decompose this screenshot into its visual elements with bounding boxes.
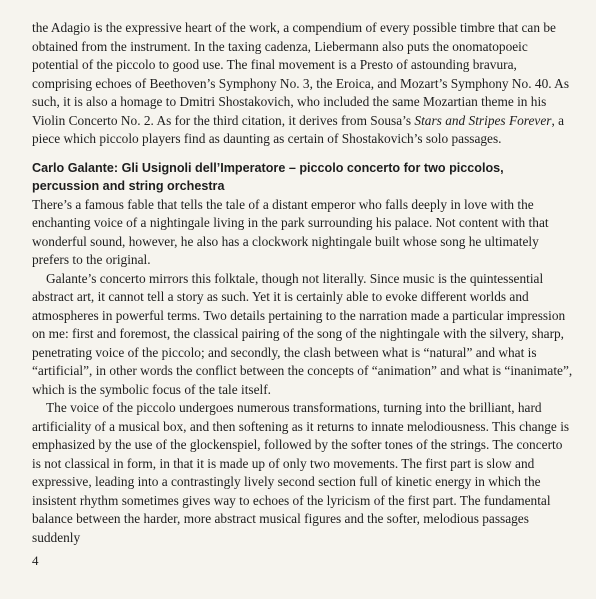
- page-number: 4: [32, 553, 39, 568]
- document-page: [32, 19, 574, 547]
- section-heading: Carlo Galante: Gli Usignoli dell’Imperatore – piccolo concerto for two piccolos, percussion and string orchestra: [32, 160, 504, 193]
- body-paragraph-folktale: Galante’s concerto mirrors this folktale, though not literally. Since music is the quintessential abstract art, it cannot tell a story as such. Yet it is certainly able to evoke different worlds and atmospheres in powerful terms. Two details pertaining to the narration made a particular impression on me: first and foremost, the classical pairing of the song of the nightingale with the silvery, sharp, penetrating voice of the piccolo; and secondly, the clash between what is “natural” and what is “artificial”, in other words the conflict between the concepts of “animation” and what is “inanimate”, which is the symbolic focus of the tale itself.: [32, 270, 573, 397]
- paragraph-text: the Adagio is the expressive heart of the work, a compendium of every possible timbre that can be obtained from the instrument. In the taxing cadenza, Liebermann also puts the onomatopoeic potential of the piccolo to good use. The final movement is a Presto of astounding bravura, comprising echoes of Beethoven’s Symphony No. 3, the Eroica, and Mozart’s Symphony No. 40. As such, it is also a homage to Dmitri Shostakovich, who included the same Mozartian theme in his Violin Concerto No. 2. As for the third citation, it derives from Sousa’s: [32, 20, 570, 128]
- body-paragraph-transformations: The voice of the piccolo undergoes numerous transformations, turning into the brilliant, hard artificiality of a musical box, and then softening as it returns to innate melodiousness. This change is emphasized by the use of the glockenspiel, followed by the softer tones of the strings. The concerto is not classical in form, in that it is made up of only two movements. The first part is slow and expressive, leading into a contrastingly lively second section full of kinetic energy in which the insistent rhythm sometimes gives way to echoes of the lyricism of the first part. The fundamental balance between the harder, more abstract musical figures and the softer, melodious passages suddenly: [32, 400, 570, 545]
- work-title-italic: Stars and Stripes Forever: [414, 112, 552, 128]
- body-paragraph-fable: There’s a famous fable that tells the tale of a distant emperor who falls deeply in love with the enchanting voice of a nightingale living in the park surrounding his palace. Not content with that wonderful sound, however, he also has a clockwork nightingale built whose song he ultimately prefers to the original.: [32, 196, 549, 267]
- paragraph-text: , a piece which piccolo players find as daunting as certain of Shostakovich’s solo passages.: [32, 112, 565, 146]
- body-paragraph-adagio: [32, 19, 574, 149]
